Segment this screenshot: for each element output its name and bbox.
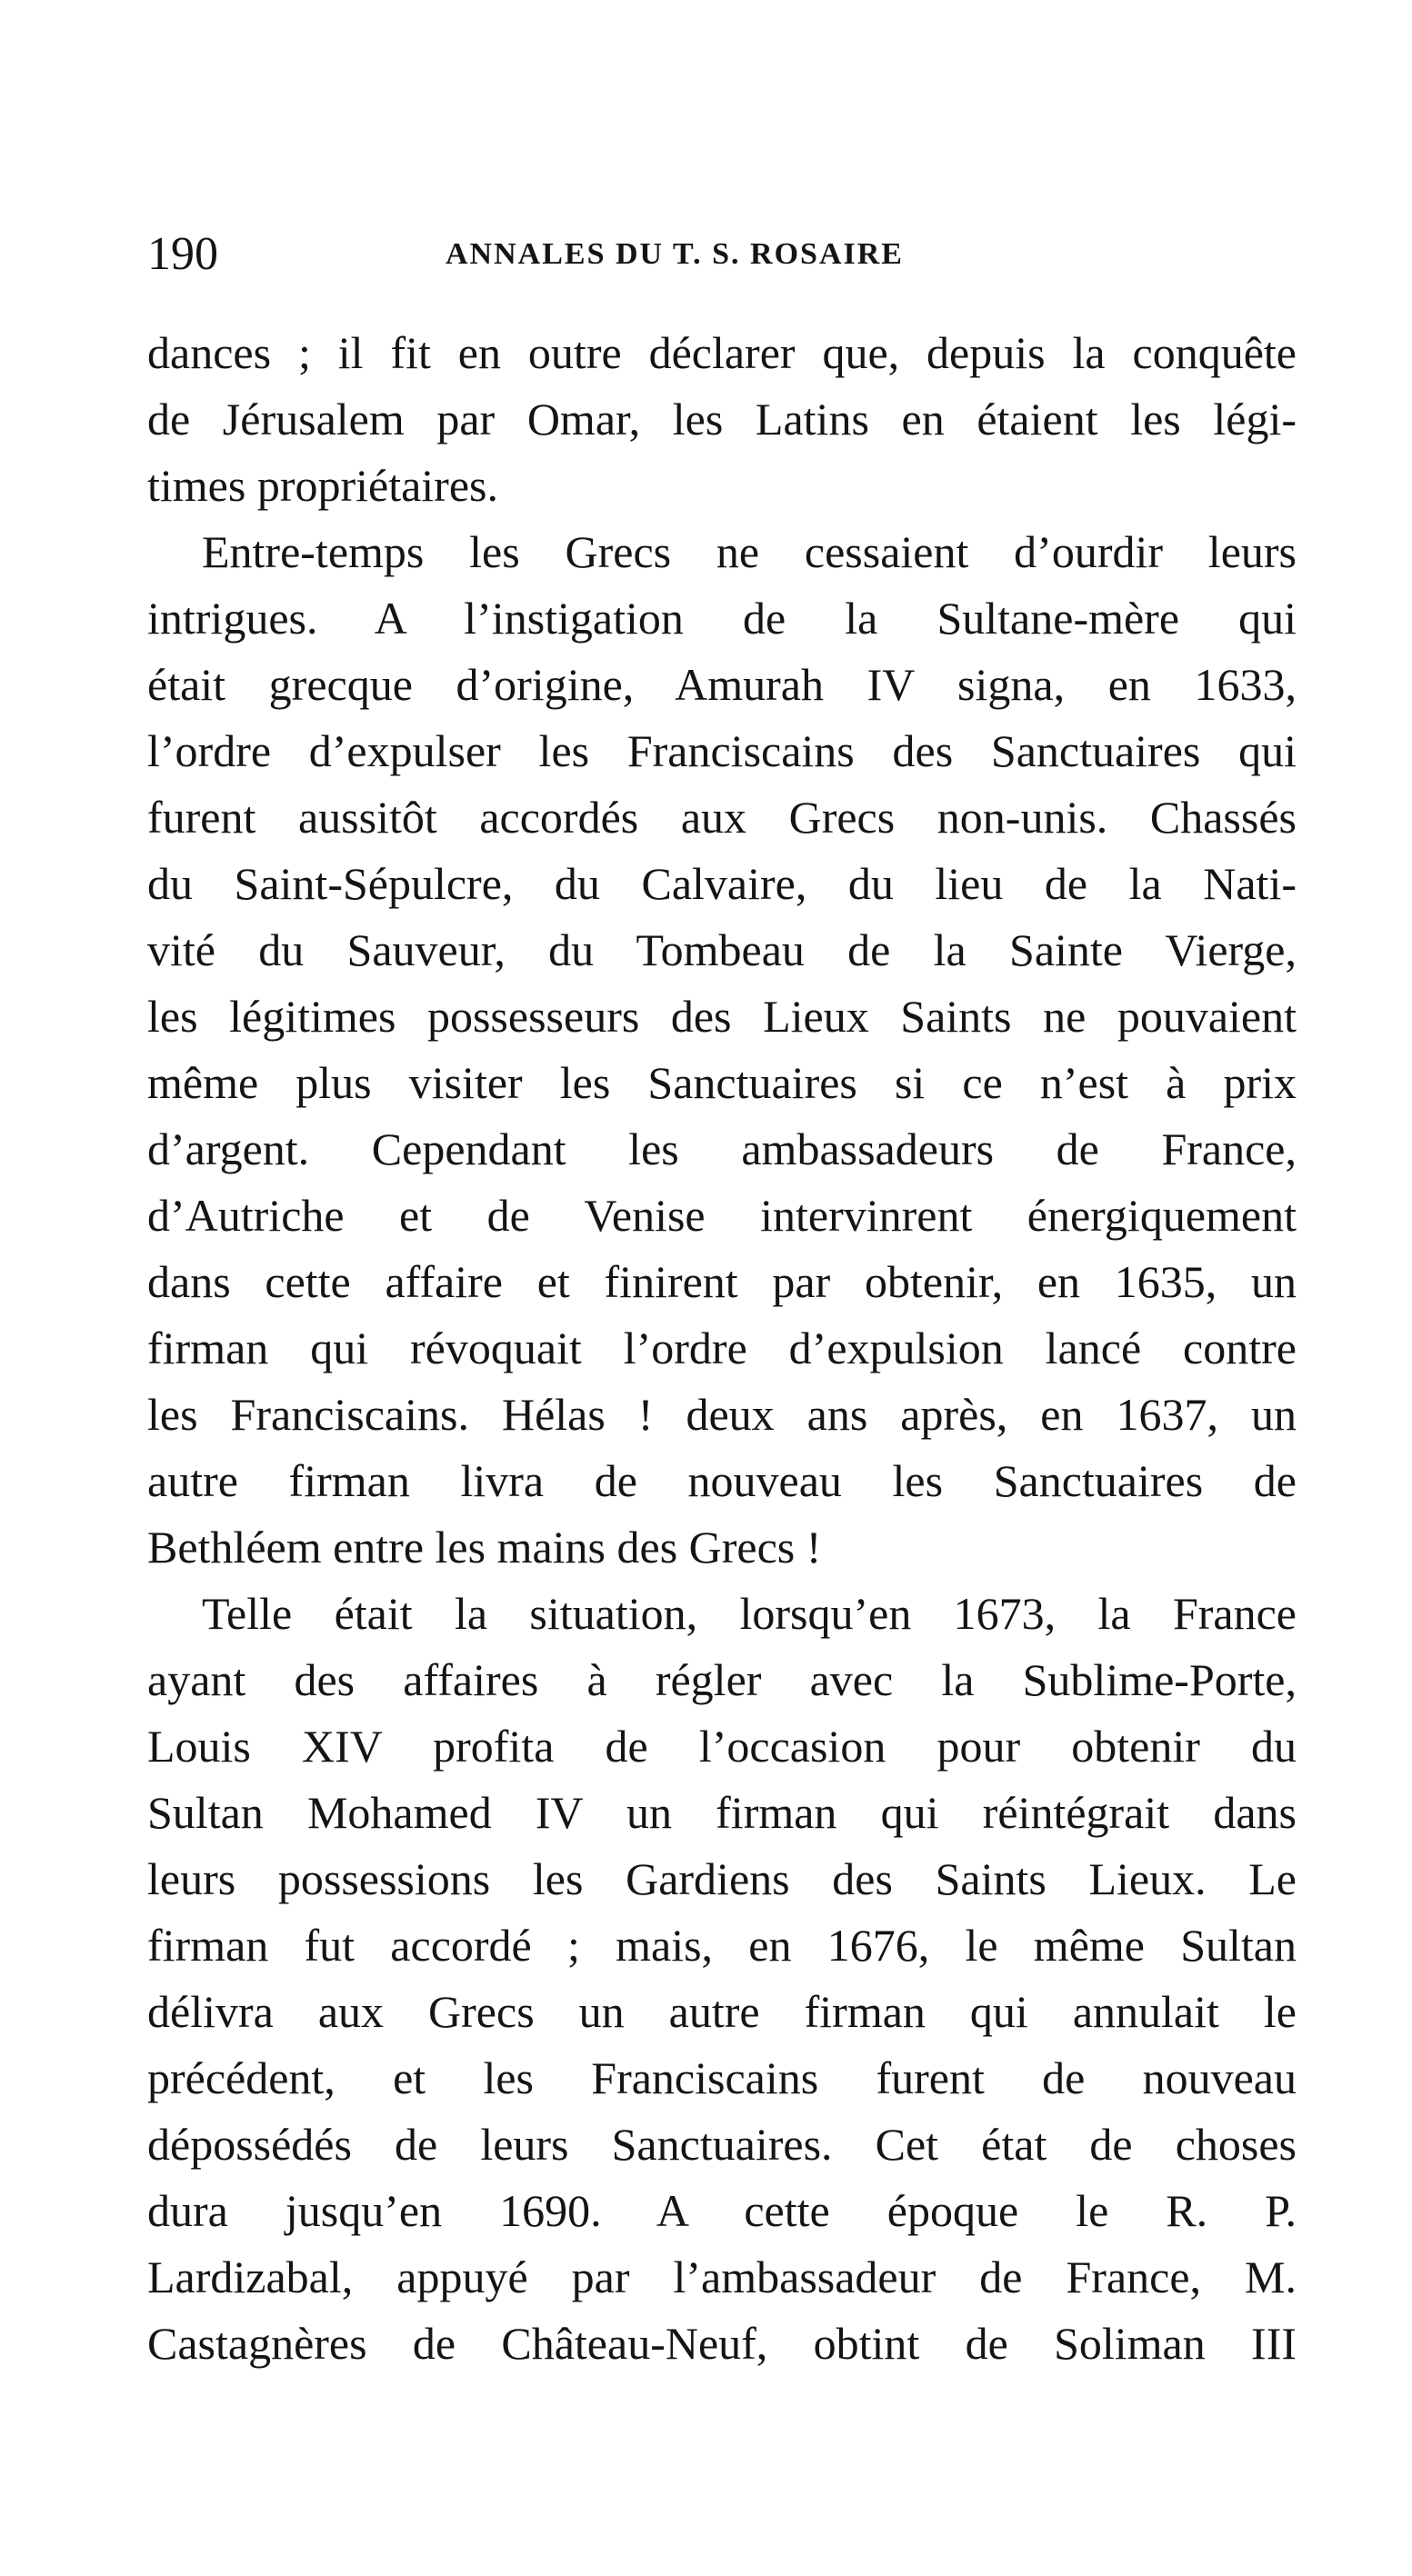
text-line: d’argent. Cependant les ambassadeurs de France, bbox=[147, 1123, 1297, 1174]
text-line: times propriétaires. bbox=[147, 460, 498, 511]
body-text bbox=[147, 320, 1297, 2377]
text-line: autre firman livra de nouveau les Sanctuaires de bbox=[147, 1455, 1297, 1506]
text-line: furent aussitôt accordés aux Grecs non-unis. Chassés bbox=[147, 792, 1297, 843]
text-line: les Franciscains. Hélas ! deux ans après, en 1637, un bbox=[147, 1389, 1297, 1440]
text-line: d’Autriche et de Venise intervinrent énergiquement bbox=[147, 1190, 1297, 1241]
page-number: 190 bbox=[147, 228, 218, 280]
text-line: dances ; il fit en outre déclarer que, depuis la conquête bbox=[147, 327, 1297, 378]
text-line: même plus visiter les Sanctuaires si ce n’est à prix bbox=[147, 1057, 1297, 1108]
text-line: Louis XIV profita de l’occasion pour obtenir du bbox=[147, 1721, 1297, 1772]
text-line: firman fut accordé ; mais, en 1676, le même Sultan bbox=[147, 1920, 1297, 1971]
text-line: Castagnères de Château-Neuf, obtint de Soliman III bbox=[147, 2318, 1297, 2369]
text-line: délivra aux Grecs un autre firman qui annulait le bbox=[147, 1986, 1297, 2037]
text-line: intrigues. A l’instigation de la Sultane-mère qui bbox=[147, 593, 1297, 644]
text-line: firman qui révoquait l’ordre d’expulsion lancé contre bbox=[147, 1323, 1297, 1373]
text-line: vité du Sauveur, du Tombeau de la Sainte Vierge, bbox=[147, 924, 1297, 975]
page-header bbox=[147, 218, 1293, 291]
text-line: était grecque d’origine, Amurah IV signa, en 1633, bbox=[147, 659, 1297, 710]
text-line: Lardizabal, appuyé par l’ambassadeur de France, M. bbox=[147, 2252, 1297, 2302]
text-line: les légitimes possesseurs des Lieux Saints ne pouvaient bbox=[147, 991, 1297, 1042]
text-line: du Saint-Sépulcre, du Calvaire, du lieu de la Nati- bbox=[147, 858, 1297, 909]
text-line: dans cette affaire et finirent par obtenir, en 1635, un bbox=[147, 1256, 1297, 1307]
running-head: ANNALES DU T. S. ROSAIRE bbox=[446, 237, 904, 271]
text-line: de Jérusalem par Omar, les Latins en étaient les légi- bbox=[147, 394, 1297, 444]
text-line: précédent, et les Franciscains furent de nouveau bbox=[147, 2052, 1297, 2103]
text-line: leurs possessions les Gardiens des Saints Lieux. Le bbox=[147, 1853, 1297, 1904]
text-line: dépossédés de leurs Sanctuaires. Cet état de choses bbox=[147, 2119, 1297, 2170]
text-line: ayant des affaires à régler avec la Sublime-Porte, bbox=[147, 1654, 1297, 1705]
text-line: Bethléem entre les mains des Grecs ! bbox=[147, 1522, 822, 1573]
text-line: Sultan Mohamed IV un firman qui réintégrait dans bbox=[147, 1787, 1297, 1838]
text-line: Telle était la situation, lorsqu’en 1673, la France bbox=[202, 1588, 1297, 1639]
text-line: Entre-temps les Grecs ne cessaient d’ourdir leurs bbox=[202, 526, 1297, 577]
text-line: dura jusqu’en 1690. A cette époque le R. P. bbox=[147, 2185, 1297, 2236]
text-line: l’ordre d’expulser les Franciscains des Sanctuaires qui bbox=[147, 725, 1297, 776]
